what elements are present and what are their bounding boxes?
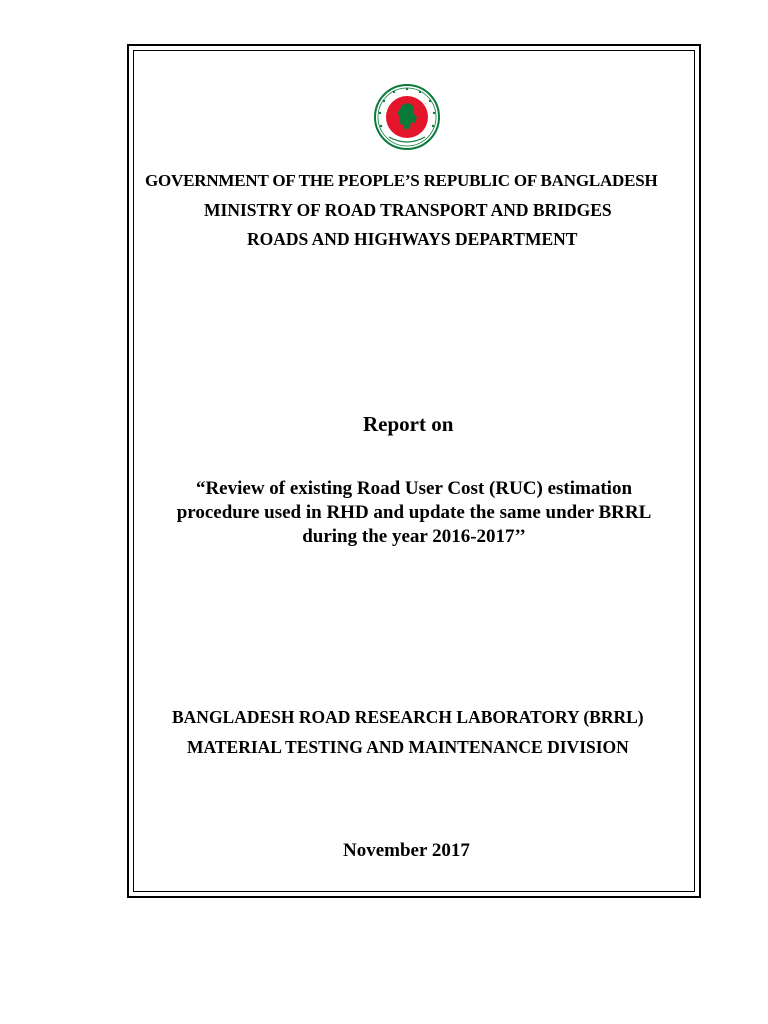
report-date: November 2017: [343, 840, 470, 861]
report-title-line: during the year 2016-2017’’: [302, 526, 526, 547]
government-heading: GOVERNMENT OF THE PEOPLE’S REPUBLIC OF BANGLADESH: [145, 171, 658, 190]
report-title-line: procedure used in RHD and update the same under BRRL: [176, 502, 652, 523]
report-title: [130, 477, 698, 549]
report-label: Report on: [363, 412, 454, 436]
ministry-heading: MINISTRY OF ROAD TRANSPORT AND BRIDGES: [204, 200, 612, 220]
government-seal-icon: [373, 83, 441, 151]
report-title-line: “Review of existing Road User Cost (RUC) estimation: [195, 478, 633, 499]
department-heading: ROADS AND HIGHWAYS DEPARTMENT: [247, 229, 578, 249]
division-name: MATERIAL TESTING AND MAINTENANCE DIVISION: [187, 737, 629, 757]
laboratory-name: BANGLADESH ROAD RESEARCH LABORATORY (BRRL): [172, 707, 644, 727]
